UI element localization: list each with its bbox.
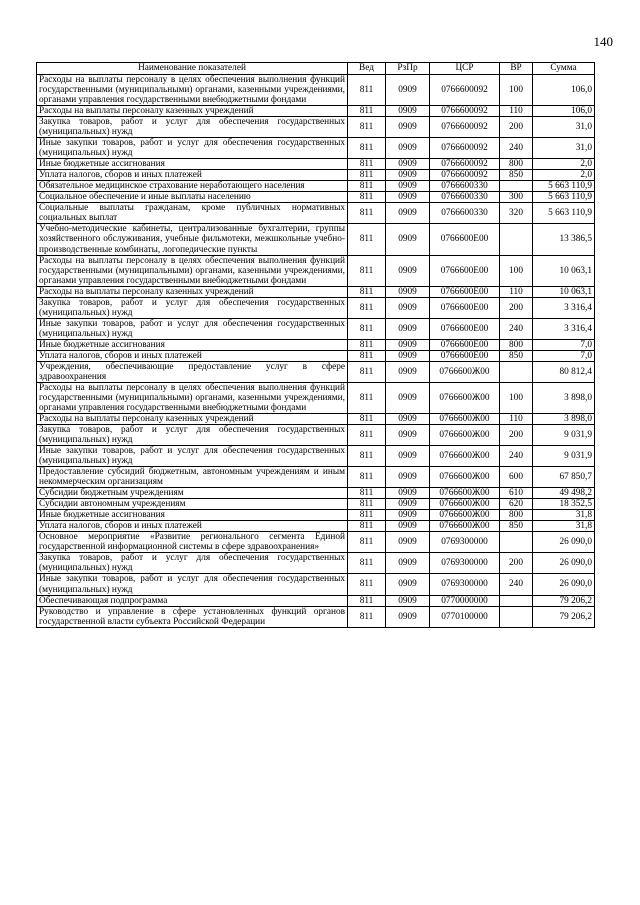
row-name-cell: Расходы на выплаты персоналу в целях обеспечения выполнения функций государственными (муниципальными) органами, казенными учреждениями, органами управления государственными внебюджетными фондами xyxy=(37,255,348,286)
row-rzpr-cell: 0909 xyxy=(386,499,430,510)
row-name-cell: Учреждения, обеспечивающие предоставление услуг в сфере здравоохранения xyxy=(37,361,348,382)
row-rzpr-cell: 0909 xyxy=(386,446,430,467)
row-csr-cell: 0766600Ж00 xyxy=(430,425,500,446)
row-csr-cell: 0766600Ж00 xyxy=(430,361,500,382)
row-sum-cell: 13 386,5 xyxy=(533,224,595,255)
row-vr-cell: 110 xyxy=(500,286,533,297)
row-rzpr-cell: 0909 xyxy=(386,159,430,170)
row-csr-cell: 0769300000 xyxy=(430,532,500,553)
row-vr-cell: 300 xyxy=(500,192,533,203)
row-sum-cell: 49 498,2 xyxy=(533,488,595,499)
row-name-cell: Иные бюджетные ассигнования xyxy=(37,510,348,521)
row-rzpr-cell: 0909 xyxy=(386,318,430,339)
row-name-cell: Иные закупки товаров, работ и услуг для обеспечения государственных (муниципальных) нужд xyxy=(37,446,348,467)
table-row xyxy=(37,361,595,382)
row-rzpr-cell: 0909 xyxy=(386,106,430,117)
row-sum-cell: 5 663 110,9 xyxy=(533,181,595,192)
row-vr-cell xyxy=(500,595,533,606)
table-row xyxy=(37,414,595,425)
row-vr-cell: 800 xyxy=(500,510,533,521)
table-body xyxy=(37,75,595,628)
row-sum-cell: 5 663 110,9 xyxy=(533,203,595,224)
row-sum-cell: 3 898,0 xyxy=(533,414,595,425)
row-sum-cell: 2,0 xyxy=(533,159,595,170)
row-sum-cell: 106,0 xyxy=(533,106,595,117)
row-name-cell: Субсидии бюджетным учреждениям xyxy=(37,488,348,499)
row-name-cell: Закупка товаров, работ и услуг для обеспечения государственных (муниципальных) нужд xyxy=(37,425,348,446)
row-ved-cell: 811 xyxy=(348,181,386,192)
row-vr-cell: 240 xyxy=(500,574,533,595)
table-row xyxy=(37,510,595,521)
row-name-cell: Закупка товаров, работ и услуг для обеспечения государственных (муниципальных) нужд xyxy=(37,553,348,574)
row-rzpr-cell: 0909 xyxy=(386,170,430,181)
table-row xyxy=(37,382,595,413)
row-name-cell: Учебно-методические кабинеты, централизованные бухгалтерии, группы хозяйственного обслуживания, учебные фильмотеки, межшкольные учебно-производственные комбинаты, логопедические пункты xyxy=(37,224,348,255)
row-name-cell: Уплата налогов, сборов и иных платежей xyxy=(37,350,348,361)
header-ved: Вед xyxy=(348,63,386,75)
row-rzpr-cell: 0909 xyxy=(386,425,430,446)
row-rzpr-cell: 0909 xyxy=(386,510,430,521)
row-vr-cell: 200 xyxy=(500,553,533,574)
row-ved-cell: 811 xyxy=(348,159,386,170)
row-csr-cell: 0766600092 xyxy=(430,75,500,106)
row-vr-cell: 800 xyxy=(500,159,533,170)
row-rzpr-cell: 0909 xyxy=(386,117,430,138)
row-name-cell: Расходы на выплаты персоналу в целях обеспечения выполнения функций государственными (муниципальными) органами, казенными учреждениями, органами управления государственными внебюджетными фондами xyxy=(37,382,348,413)
row-csr-cell: 0769300000 xyxy=(430,574,500,595)
table-row xyxy=(37,318,595,339)
row-vr-cell: 200 xyxy=(500,297,533,318)
row-vr-cell: 600 xyxy=(500,467,533,488)
row-ved-cell: 811 xyxy=(348,488,386,499)
row-sum-cell: 79 206,2 xyxy=(533,606,595,627)
row-rzpr-cell: 0909 xyxy=(386,286,430,297)
row-csr-cell: 0770000000 xyxy=(430,595,500,606)
row-ved-cell: 811 xyxy=(348,425,386,446)
row-name-cell: Иные бюджетные ассигнования xyxy=(37,159,348,170)
row-ved-cell: 811 xyxy=(348,553,386,574)
row-sum-cell: 80 812,4 xyxy=(533,361,595,382)
table-row xyxy=(37,606,595,627)
row-rzpr-cell: 0909 xyxy=(386,414,430,425)
row-sum-cell: 79 206,2 xyxy=(533,595,595,606)
row-sum-cell: 31,8 xyxy=(533,521,595,532)
row-sum-cell: 26 090,0 xyxy=(533,574,595,595)
row-csr-cell: 0766600Е00 xyxy=(430,350,500,361)
row-csr-cell: 0766600092 xyxy=(430,138,500,159)
row-csr-cell: 0766600092 xyxy=(430,106,500,117)
row-vr-cell: 620 xyxy=(500,499,533,510)
row-rzpr-cell: 0909 xyxy=(386,574,430,595)
row-rzpr-cell: 0909 xyxy=(386,532,430,553)
row-vr-cell: 850 xyxy=(500,350,533,361)
row-name-cell: Расходы на выплаты персоналу казенных учреждений xyxy=(37,414,348,425)
row-vr-cell: 110 xyxy=(500,414,533,425)
row-ved-cell: 811 xyxy=(348,532,386,553)
row-sum-cell: 26 090,0 xyxy=(533,532,595,553)
budget-table xyxy=(36,62,595,628)
row-ved-cell: 811 xyxy=(348,286,386,297)
row-name-cell: Обеспечивающая подпрограмма xyxy=(37,595,348,606)
row-rzpr-cell: 0909 xyxy=(386,192,430,203)
row-csr-cell: 0766600092 xyxy=(430,170,500,181)
row-sum-cell: 31,0 xyxy=(533,138,595,159)
row-sum-cell: 9 031,9 xyxy=(533,446,595,467)
row-ved-cell: 811 xyxy=(348,606,386,627)
row-ved-cell: 811 xyxy=(348,192,386,203)
table-header-row xyxy=(37,63,595,75)
row-ved-cell: 811 xyxy=(348,297,386,318)
table-row xyxy=(37,224,595,255)
row-ved-cell: 811 xyxy=(348,467,386,488)
table-row xyxy=(37,138,595,159)
row-sum-cell: 3 316,4 xyxy=(533,318,595,339)
row-csr-cell: 0770100000 xyxy=(430,606,500,627)
row-rzpr-cell: 0909 xyxy=(386,521,430,532)
row-sum-cell: 67 850,7 xyxy=(533,467,595,488)
header-vr: ВР xyxy=(500,63,533,75)
header-sum: Сумма xyxy=(533,63,595,75)
table-row xyxy=(37,488,595,499)
row-ved-cell: 811 xyxy=(348,499,386,510)
row-name-cell: Обязательное медицинское страхование неработающего населения xyxy=(37,181,348,192)
row-csr-cell: 0766600Ж00 xyxy=(430,467,500,488)
table-row xyxy=(37,521,595,532)
row-csr-cell: 0766600330 xyxy=(430,203,500,224)
table-row xyxy=(37,339,595,350)
table-row xyxy=(37,499,595,510)
row-vr-cell xyxy=(500,532,533,553)
row-csr-cell: 0766600Е00 xyxy=(430,297,500,318)
table-row xyxy=(37,286,595,297)
table-row xyxy=(37,574,595,595)
row-rzpr-cell: 0909 xyxy=(386,138,430,159)
row-rzpr-cell: 0909 xyxy=(386,553,430,574)
row-rzpr-cell: 0909 xyxy=(386,595,430,606)
row-vr-cell: 850 xyxy=(500,521,533,532)
row-ved-cell: 811 xyxy=(348,170,386,181)
row-name-cell: Иные закупки товаров, работ и услуг для обеспечения государственных (муниципальных) нужд xyxy=(37,574,348,595)
table-row xyxy=(37,350,595,361)
row-rzpr-cell: 0909 xyxy=(386,382,430,413)
row-name-cell: Иные закупки товаров, работ и услуг для обеспечения государственных (муниципальных) нужд xyxy=(37,138,348,159)
row-csr-cell: 0766600330 xyxy=(430,192,500,203)
row-rzpr-cell: 0909 xyxy=(386,339,430,350)
row-rzpr-cell: 0909 xyxy=(386,297,430,318)
row-ved-cell: 811 xyxy=(348,203,386,224)
row-ved-cell: 811 xyxy=(348,106,386,117)
row-ved-cell: 811 xyxy=(348,117,386,138)
row-rzpr-cell: 0909 xyxy=(386,467,430,488)
row-name-cell: Закупка товаров, работ и услуг для обеспечения государственных (муниципальных) нужд xyxy=(37,117,348,138)
row-sum-cell: 26 090,0 xyxy=(533,553,595,574)
row-ved-cell: 811 xyxy=(348,521,386,532)
row-csr-cell: 0766600Ж00 xyxy=(430,382,500,413)
row-ved-cell: 811 xyxy=(348,361,386,382)
row-name-cell: Уплата налогов, сборов и иных платежей xyxy=(37,170,348,181)
row-rzpr-cell: 0909 xyxy=(386,181,430,192)
table-row xyxy=(37,467,595,488)
row-csr-cell: 0766600092 xyxy=(430,117,500,138)
row-csr-cell: 0766600Е00 xyxy=(430,286,500,297)
row-ved-cell: 811 xyxy=(348,224,386,255)
row-rzpr-cell: 0909 xyxy=(386,488,430,499)
row-sum-cell: 7,0 xyxy=(533,350,595,361)
row-rzpr-cell: 0909 xyxy=(386,224,430,255)
row-ved-cell: 811 xyxy=(348,75,386,106)
row-sum-cell: 10 063,1 xyxy=(533,255,595,286)
row-ved-cell: 811 xyxy=(348,574,386,595)
row-name-cell: Руководство и управление в сфере установленных функций органов государственной власти субъекта Российской Федерации xyxy=(37,606,348,627)
row-vr-cell: 200 xyxy=(500,425,533,446)
table-row xyxy=(37,75,595,106)
row-csr-cell: 0766600Е00 xyxy=(430,318,500,339)
row-name-cell: Уплата налогов, сборов и иных платежей xyxy=(37,521,348,532)
row-name-cell: Расходы на выплаты персоналу в целях обеспечения выполнения функций государственными (муниципальными) органами, казенными учреждениями, органами управления государственными внебюджетными фондами xyxy=(37,75,348,106)
row-name-cell: Социальное обеспечение и иные выплаты населению xyxy=(37,192,348,203)
row-vr-cell xyxy=(500,606,533,627)
table-row xyxy=(37,532,595,553)
table-row xyxy=(37,203,595,224)
row-ved-cell: 811 xyxy=(348,414,386,425)
row-vr-cell: 320 xyxy=(500,203,533,224)
row-sum-cell: 5 663 110,9 xyxy=(533,192,595,203)
row-csr-cell: 0766600Ж00 xyxy=(430,446,500,467)
row-name-cell: Субсидии автономным учреждениям xyxy=(37,499,348,510)
header-csr: ЦСР xyxy=(430,63,500,75)
row-rzpr-cell: 0909 xyxy=(386,361,430,382)
row-csr-cell: 0766600Ж00 xyxy=(430,499,500,510)
header-name: Наименование показателей xyxy=(37,63,348,75)
row-sum-cell: 9 031,9 xyxy=(533,425,595,446)
row-name-cell: Иные закупки товаров, работ и услуг для обеспечения государственных (муниципальных) нужд xyxy=(37,318,348,339)
row-sum-cell: 3 316,4 xyxy=(533,297,595,318)
table-row xyxy=(37,192,595,203)
table-row xyxy=(37,425,595,446)
row-csr-cell: 0766600330 xyxy=(430,181,500,192)
table-row xyxy=(37,159,595,170)
row-ved-cell: 811 xyxy=(348,350,386,361)
row-vr-cell: 800 xyxy=(500,339,533,350)
row-name-cell: Социальные выплаты гражданам, кроме публичных нормативных социальных выплат xyxy=(37,203,348,224)
table-row xyxy=(37,595,595,606)
row-name-cell: Закупка товаров, работ и услуг для обеспечения государственных (муниципальных) нужд xyxy=(37,297,348,318)
table-row xyxy=(37,255,595,286)
table-row xyxy=(37,117,595,138)
table-row xyxy=(37,446,595,467)
table-row xyxy=(37,106,595,117)
row-ved-cell: 811 xyxy=(348,382,386,413)
row-vr-cell: 610 xyxy=(500,488,533,499)
row-ved-cell: 811 xyxy=(348,339,386,350)
row-rzpr-cell: 0909 xyxy=(386,203,430,224)
row-rzpr-cell: 0909 xyxy=(386,255,430,286)
row-sum-cell: 7,0 xyxy=(533,339,595,350)
row-csr-cell: 0766600Е00 xyxy=(430,339,500,350)
row-vr-cell: 240 xyxy=(500,446,533,467)
row-sum-cell: 3 898,0 xyxy=(533,382,595,413)
row-vr-cell: 240 xyxy=(500,138,533,159)
row-ved-cell: 811 xyxy=(348,255,386,286)
row-sum-cell: 106,0 xyxy=(533,75,595,106)
row-name-cell: Основное мероприятие «Развитие регионального сегмента Единой государственной информационной системы в сфере здравоохранения» xyxy=(37,532,348,553)
row-sum-cell: 31,0 xyxy=(533,117,595,138)
row-rzpr-cell: 0909 xyxy=(386,606,430,627)
row-csr-cell: 0766600Ж00 xyxy=(430,414,500,425)
row-vr-cell: 100 xyxy=(500,75,533,106)
row-name-cell: Иные бюджетные ассигнования xyxy=(37,339,348,350)
row-rzpr-cell: 0909 xyxy=(386,75,430,106)
row-vr-cell: 850 xyxy=(500,170,533,181)
row-ved-cell: 811 xyxy=(348,510,386,521)
row-name-cell: Расходы на выплаты персоналу казенных учреждений xyxy=(37,286,348,297)
row-ved-cell: 811 xyxy=(348,318,386,339)
table-row xyxy=(37,181,595,192)
row-csr-cell: 0769300000 xyxy=(430,553,500,574)
row-name-cell: Расходы на выплаты персоналу казенных учреждений xyxy=(37,106,348,117)
table-row xyxy=(37,170,595,181)
row-csr-cell: 0766600Е00 xyxy=(430,255,500,286)
row-ved-cell: 811 xyxy=(348,595,386,606)
row-csr-cell: 0766600Е00 xyxy=(430,224,500,255)
row-rzpr-cell: 0909 xyxy=(386,350,430,361)
row-vr-cell: 110 xyxy=(500,106,533,117)
table-row xyxy=(37,553,595,574)
row-csr-cell: 0766600Ж00 xyxy=(430,510,500,521)
table-row xyxy=(37,297,595,318)
row-sum-cell: 31,8 xyxy=(533,510,595,521)
row-vr-cell: 200 xyxy=(500,117,533,138)
row-ved-cell: 811 xyxy=(348,446,386,467)
row-sum-cell: 10 063,1 xyxy=(533,286,595,297)
row-sum-cell: 2,0 xyxy=(533,170,595,181)
row-vr-cell: 240 xyxy=(500,318,533,339)
row-name-cell: Предоставление субсидий бюджетным, автономным учреждениям и иным некоммерческим организациям xyxy=(37,467,348,488)
header-rzpr: РзПр xyxy=(386,63,430,75)
row-csr-cell: 0766600Ж00 xyxy=(430,521,500,532)
row-ved-cell: 811 xyxy=(348,138,386,159)
row-vr-cell: 100 xyxy=(500,382,533,413)
row-vr-cell: 100 xyxy=(500,255,533,286)
page-number: 140 xyxy=(593,34,613,49)
row-csr-cell: 0766600Ж00 xyxy=(430,488,500,499)
row-sum-cell: 18 352,5 xyxy=(533,499,595,510)
row-vr-cell xyxy=(500,181,533,192)
row-csr-cell: 0766600092 xyxy=(430,159,500,170)
row-vr-cell xyxy=(500,361,533,382)
row-vr-cell xyxy=(500,224,533,255)
